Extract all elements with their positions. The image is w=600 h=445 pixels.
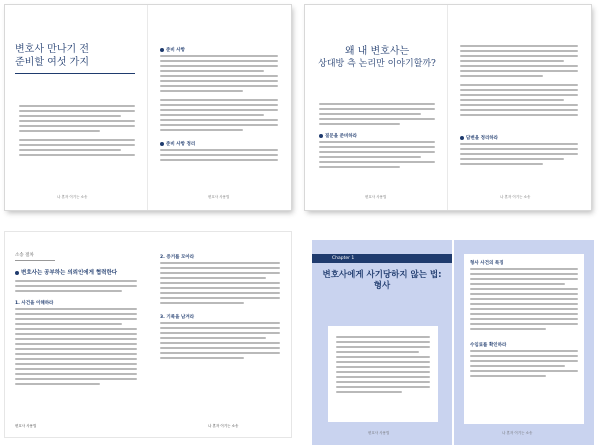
spread-4-right-page <box>454 240 594 445</box>
body-text <box>319 141 435 171</box>
chapter-banner <box>312 254 452 263</box>
title-rule <box>15 73 135 74</box>
page-heading: 변호사는 공부하는 의뢰인에게 협력한다 <box>15 268 117 276</box>
section-heading: 3. 기록을 남겨라 <box>160 315 195 320</box>
spread-4-left-page <box>312 240 452 445</box>
body-text <box>470 350 578 380</box>
body-text <box>160 322 280 362</box>
body-text <box>470 268 578 333</box>
spread-4 <box>312 240 594 445</box>
spread-3 <box>5 232 291 437</box>
footer-left: 변호사 사용법 <box>368 431 390 435</box>
section-heading: 질문을 준비하라 <box>319 133 357 139</box>
spread-1-left-page <box>5 5 148 210</box>
spread-2-title-line2: 상대방 측 논리만 이야기할까? <box>318 59 436 69</box>
spread-1-title-line1: 변호사 만나기 전 <box>15 44 89 55</box>
body-text <box>160 55 278 134</box>
body-text <box>336 336 430 396</box>
spread-2-right-page <box>448 5 591 210</box>
body-text <box>460 143 578 168</box>
body-text <box>319 103 435 128</box>
footer-left: 변호사 사용법 <box>15 424 37 428</box>
footer-left: 변호사 사용법 <box>365 195 387 199</box>
chapter-tag: 소송 절차 <box>15 253 34 258</box>
footer-right: 나 혼자 이기는 소송 <box>502 431 533 435</box>
body-text <box>160 149 278 164</box>
spread-4-title-line1: 변호사에게 사기당하지 않는 법: <box>322 270 442 280</box>
section-heading: 답변을 정리하라 <box>460 135 498 141</box>
body-text <box>160 262 280 307</box>
spread-2-title <box>311 45 443 71</box>
body-text <box>15 308 137 388</box>
section-heading: 준비 사항 <box>160 47 185 53</box>
body-text <box>15 280 137 295</box>
section-heading: 2. 증거를 모아라 <box>160 255 195 260</box>
spread-2-left-page <box>305 5 448 210</box>
footer-right: 나 혼자 이기는 소송 <box>500 195 531 199</box>
spread-2 <box>305 5 591 210</box>
content-box <box>464 254 584 424</box>
spread-1-right-page <box>148 5 291 210</box>
spread-3-left-page <box>5 232 148 437</box>
body-text <box>19 105 135 159</box>
spread-2-title-line1: 왜 내 변호사는 <box>344 46 410 57</box>
spread-3-right-page <box>148 232 291 437</box>
spread-1-title <box>15 43 135 69</box>
chapter-banner-label: Chapter 1 <box>332 256 355 261</box>
section-heading: 1. 사건을 이해하라 <box>15 301 54 306</box>
section-heading: 수임료를 확인하라 <box>470 343 507 348</box>
section-heading: 형사 사건의 특징 <box>470 261 504 266</box>
body-text <box>460 45 578 119</box>
spread-1 <box>5 5 291 210</box>
footer-left: 나 혼자 이기는 소송 <box>57 195 88 199</box>
spread-4-title <box>318 270 446 292</box>
spread-4-title-line2: 형사 <box>373 281 391 291</box>
intro-box <box>328 326 438 422</box>
tag-rule <box>15 260 55 261</box>
spread-1-title-line2: 준비할 여섯 가지 <box>15 57 89 68</box>
footer-right: 나 혼자 이기는 소송 <box>208 424 239 428</box>
footer-right: 변호사 사용법 <box>208 195 230 199</box>
section-heading: 준비 사항 정리 <box>160 141 195 147</box>
